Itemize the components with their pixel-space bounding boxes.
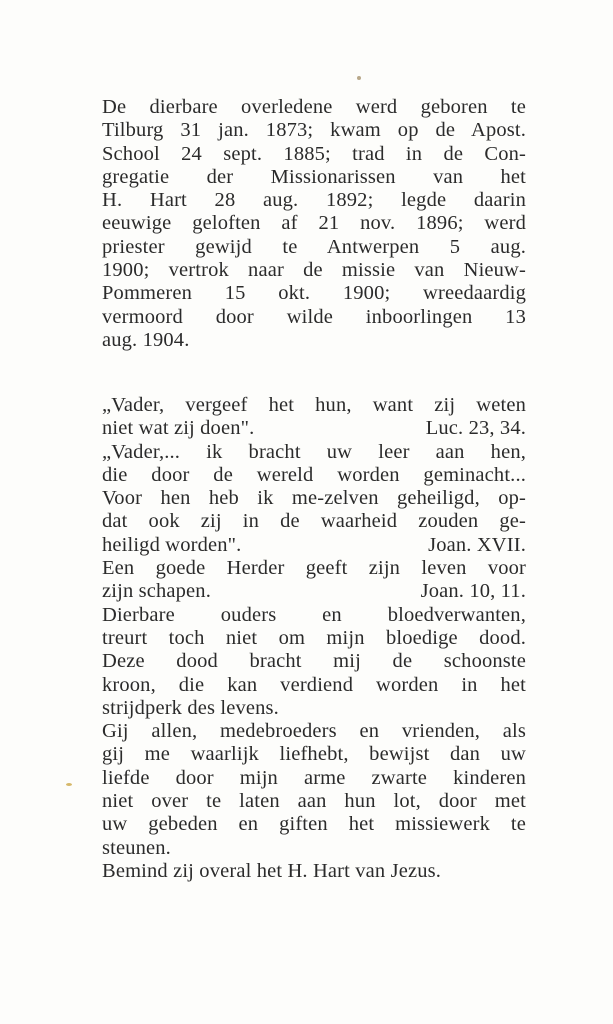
quote-line: „Vader,... ik bracht uw leer aan hen, [102,440,526,463]
quotes-section [102,394,526,883]
quote-line: treurt toch niet om mijn bloedige dood. [102,626,526,649]
quote-line: steunen. [102,836,171,859]
quote-line: niet over te laten aan hun lot, door met [102,790,526,813]
text-line: eeuwige geloften af 21 nov. 1896; werd [102,212,526,235]
paper-speck [66,783,72,786]
quote-text: niet wat zij doen". [102,417,255,440]
biography-paragraph [102,96,526,352]
text-line: 1900; vertrok naar de missie van Nieuw- [102,259,526,282]
text-line: gregatie der Missionarissen van het [102,165,526,188]
quote-line: uw gebeden en giften het missiewerk te [102,813,526,836]
scripture-reference: Joan. 10, 11. [420,580,526,603]
scripture-reference: Joan. XVII. [428,533,526,556]
quote-line: Een goede Herder geeft zijn leven voor [102,557,526,580]
quote-line: Deze dood bracht mij de schoonste [102,650,526,673]
quote-line-with-reference [102,534,526,557]
quote-line: dat ook zij in de waarheid zouden ge- [102,510,526,533]
text-line: H. Hart 28 aug. 1892; legde daarin [102,189,526,212]
paper-speck [357,76,361,80]
quote-line: Dierbare ouders en bloedverwanten, [102,603,526,626]
quote-line: Gij allen, medebroeders en vrienden, als [102,720,526,743]
quote-line-with-reference [102,580,526,603]
text-line: Pommeren 15 okt. 1900; wreedaardig [102,282,526,305]
quote-text: zijn schapen. [102,580,211,603]
text-line: School 24 sept. 1885; trad in de Con- [102,142,526,165]
quote-line: die door de wereld worden geminacht... [102,463,526,486]
quote-line: Voor hen heb ik me-zelven geheiligd, op- [102,487,526,510]
text-line: De dierbare overledene werd geboren te [102,96,526,118]
quote-line-with-reference [102,417,526,440]
quote-line: Bemind zij overal het H. Hart van Jezus. [102,859,442,882]
quote-line: liefde door mijn arme zwarte kinderen [102,766,526,789]
quote-line: kroon, die kan verdiend worden in het [102,673,526,696]
quote-text: heiligd worden". [102,533,242,556]
quote-line: „Vader, vergeef het hun, want zij weten [102,394,526,416]
text-line: priester gewijd te Antwerpen 5 aug. [102,235,526,258]
text-line: vermoord door wilde inboorlingen 13 [102,305,526,328]
text-line: aug. 1904. [102,328,190,351]
quote-line: gij me waarlijk liefhebt, bewijst dan uw [102,743,526,766]
scripture-reference: Luc. 23, 34. [425,417,526,440]
quote-line: strijdperk des levens. [102,696,279,719]
text-line: Tilburg 31 jan. 1873; kwam op de Apost. [102,119,526,142]
